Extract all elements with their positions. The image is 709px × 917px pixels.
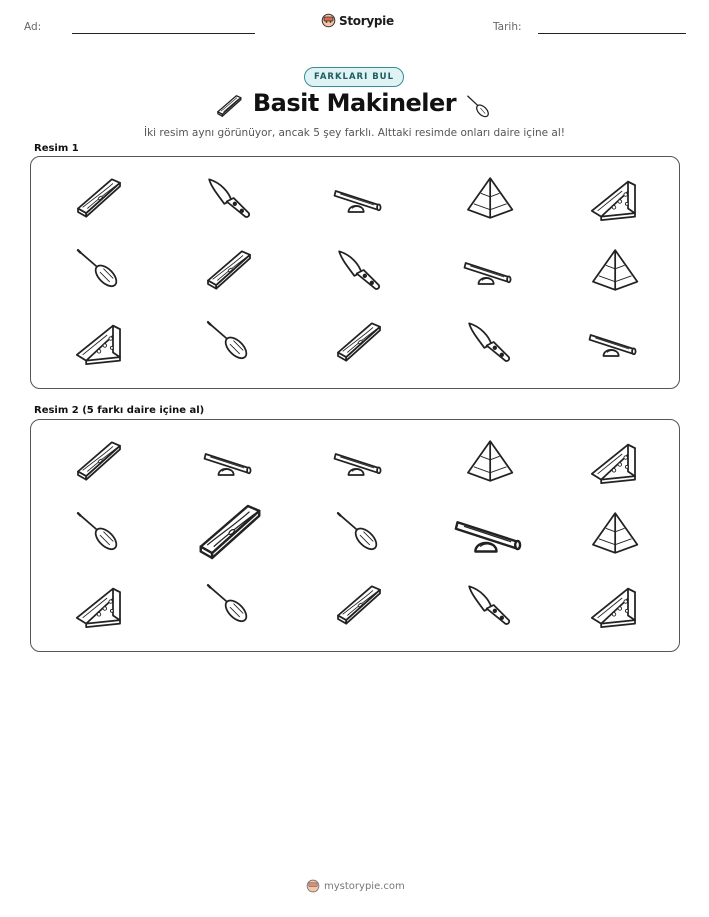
pic2-plank-icon[interactable]: [71, 435, 127, 487]
pic2-screwdriver-icon[interactable]: [201, 579, 257, 631]
pic1-lever-icon: [461, 244, 517, 296]
pic1-knife-icon: [201, 172, 257, 224]
name-line[interactable]: [72, 33, 255, 34]
name-label: Ad:: [24, 21, 42, 33]
pic2-wedge-icon[interactable]: [71, 579, 127, 631]
screwdriver-icon: [462, 92, 494, 122]
pic1-pyramid-icon: [586, 244, 642, 296]
pic2-plank-icon[interactable]: [331, 579, 387, 631]
pic1-plank-icon: [331, 316, 387, 368]
pic1-screwdriver-icon: [71, 244, 127, 296]
brand-logo: [321, 13, 394, 28]
storypie-mascot-icon: [321, 13, 336, 28]
pic1-wedge-icon: [586, 172, 642, 224]
page-title: Basit Makineler: [252, 89, 457, 117]
pic2-wedge-icon[interactable]: [586, 579, 642, 631]
pic2-wedge-icon[interactable]: [586, 435, 642, 487]
pic2-screwdriver-icon[interactable]: [71, 507, 127, 559]
pic2-plank-large-icon[interactable]: [191, 497, 269, 567]
pic1-plank-icon: [201, 244, 257, 296]
pic1-pyramid-icon: [461, 172, 517, 224]
picture-2-panel[interactable]: [30, 419, 680, 652]
pic2-pyramid-icon[interactable]: [461, 435, 517, 487]
instructions: İki resim aynı görünüyor, ancak 5 şey farklı. Alttaki resimde onları daire içine al!: [144, 127, 565, 139]
date-label: Tarih:: [493, 21, 522, 33]
brand-name: Storypie: [339, 13, 394, 28]
pic1-screwdriver-icon: [201, 316, 257, 368]
pic1-knife-icon: [331, 244, 387, 296]
pic2-lever-icon[interactable]: [331, 435, 387, 487]
pic1-lever-icon: [331, 172, 387, 224]
pic2-lever-large-icon[interactable]: [451, 497, 529, 567]
activity-badge: FARKLARI BUL: [304, 67, 404, 87]
footer: [306, 879, 405, 893]
pic2-screwdriver-icon[interactable]: [331, 507, 387, 559]
picture-1-label: Resim 1: [34, 143, 79, 154]
pic2-lever-icon[interactable]: [201, 435, 257, 487]
date-line[interactable]: [538, 33, 686, 34]
pic2-pyramid-icon[interactable]: [586, 507, 642, 559]
pic1-lever-icon: [586, 316, 642, 368]
pic1-plank-icon: [71, 172, 127, 224]
picture-2-label: Resim 2 (5 farkı daire içine al): [34, 405, 205, 416]
picture-1-panel: [30, 156, 680, 389]
storypie-mascot-icon: [306, 879, 320, 893]
footer-url[interactable]: mystorypie.com: [324, 880, 405, 892]
pic1-knife-icon: [461, 316, 517, 368]
pic2-knife-icon[interactable]: [461, 579, 517, 631]
pic1-wedge-icon: [71, 316, 127, 368]
